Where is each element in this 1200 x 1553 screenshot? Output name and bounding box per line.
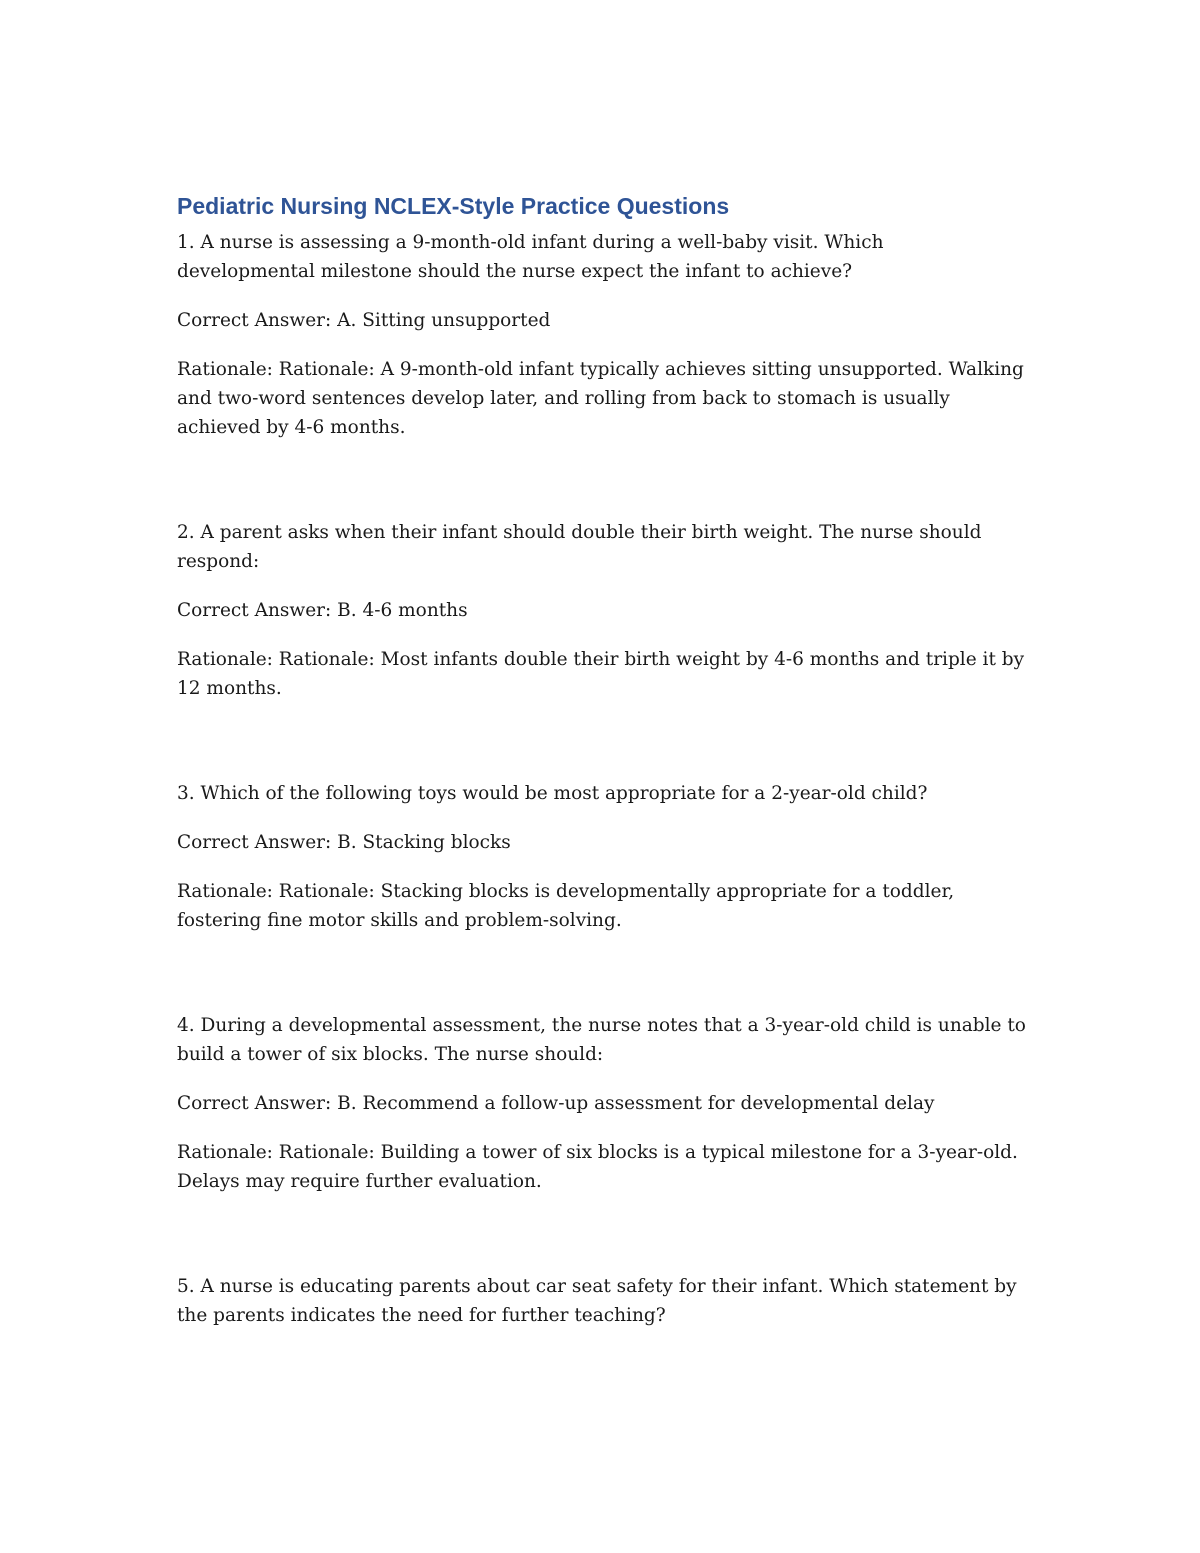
rationale: Rationale: Rationale: Building a tower of six blocks is a typical milestone for a 3-year-old. Delays may require further evaluation. [177, 1142, 1018, 1192]
document-title: Pediatric Nursing NCLEX-Style Practice Questions [177, 193, 730, 219]
correct-answer: Correct Answer: B. Recommend a follow-up assessment for developmental delay [177, 1093, 935, 1114]
question-block-1 [177, 228, 1027, 442]
question-text: 3. Which of the following toys would be most appropriate for a 2-year-old child? [177, 783, 928, 804]
question-text: 4. During a developmental assessment, the nurse notes that a 3-year-old child is unable to build a tower of six blocks. The nurse should: [177, 1015, 1026, 1065]
rationale: Rationale: Rationale: Stacking blocks is developmentally appropriate for a toddler, fostering fine motor skills and problem-solving. [177, 881, 955, 931]
question-block-5 [177, 1272, 1027, 1330]
rationale: Rationale: Rationale: A 9-month-old infant typically achieves sitting unsupported. Walking and two-word sentences develop later, and rolling from back to stomach is usually achieved by 4-6 months. [177, 359, 1024, 438]
correct-answer: Correct Answer: A. Sitting unsupported [177, 310, 551, 331]
question-text: 2. A parent asks when their infant should double their birth weight. The nurse should respond: [177, 522, 982, 572]
correct-answer: Correct Answer: B. Stacking blocks [177, 832, 511, 853]
question-text: 5. A nurse is educating parents about car seat safety for their infant. Which statement by the parents indicates the need for further teaching? [177, 1276, 1017, 1326]
question-block-4 [177, 1011, 1027, 1196]
correct-answer: Correct Answer: B. 4-6 months [177, 600, 468, 621]
question-block-3 [177, 779, 1027, 935]
rationale: Rationale: Rationale: Most infants double their birth weight by 4-6 months and triple it by 12 months. [177, 649, 1025, 699]
document-body [177, 190, 1027, 1350]
question-block-2 [177, 518, 1027, 703]
question-text: 1. A nurse is assessing a 9-month-old infant during a well-baby visit. Which developmental milestone should the nurse expect the infant to achieve? [177, 232, 884, 282]
